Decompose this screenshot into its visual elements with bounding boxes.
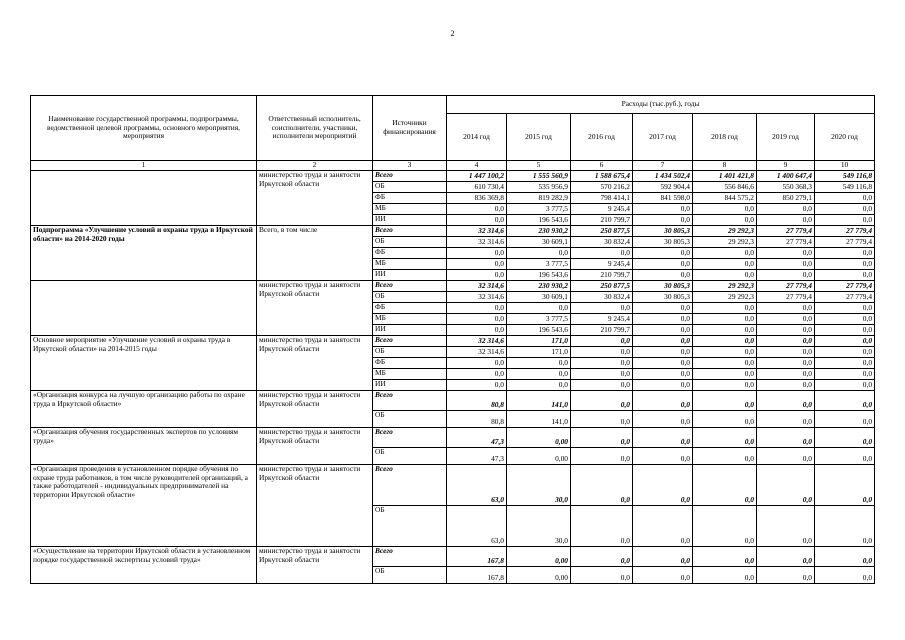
row-value: 0,0 bbox=[757, 428, 815, 448]
row-executor: министерство труда и занятости Иркутской области bbox=[257, 391, 373, 428]
row-value: 0,0 bbox=[757, 547, 815, 567]
row-value: 0,0 bbox=[815, 391, 875, 411]
column-number: 9 bbox=[757, 161, 815, 171]
row-value: 850 279,1 bbox=[757, 193, 815, 204]
row-value: 0,0 bbox=[447, 259, 507, 270]
row-value: 0,0 bbox=[693, 259, 757, 270]
row-value: 0,0 bbox=[447, 358, 507, 369]
row-value: 0,0 bbox=[693, 215, 757, 226]
row-value: 0,0 bbox=[693, 325, 757, 336]
row-value: 0,0 bbox=[571, 248, 633, 259]
row-value: 0,0 bbox=[571, 567, 633, 584]
row-value: 196 543,6 bbox=[507, 325, 571, 336]
row-value: 196 543,6 bbox=[507, 215, 571, 226]
row-name: «Осуществление на территории Иркутской области в установленном порядке государственной экспертизы условий труда» bbox=[31, 547, 257, 584]
row-value: 570 216,2 bbox=[571, 182, 633, 193]
row-value: 30 805,3 bbox=[633, 237, 693, 248]
row-source: Всего bbox=[373, 465, 447, 506]
row-value: 29 292,3 bbox=[693, 226, 757, 237]
row-value: 0,0 bbox=[815, 448, 875, 465]
row-value: 30 805,3 bbox=[633, 292, 693, 303]
row-value: 0,0 bbox=[507, 303, 571, 314]
header-expenses: Расходы (тыс.руб.), годы bbox=[447, 96, 875, 114]
row-value: 30 832,4 bbox=[571, 237, 633, 248]
row-executor: Всего, в том числе bbox=[257, 226, 373, 281]
row-value: 0,0 bbox=[815, 204, 875, 215]
row-value: 0,0 bbox=[815, 428, 875, 448]
row-value: 167,8 bbox=[447, 547, 507, 567]
row-value: 0,0 bbox=[447, 314, 507, 325]
row-value: 27 779,4 bbox=[815, 292, 875, 303]
budget-table bbox=[30, 95, 875, 584]
row-value: 0,0 bbox=[757, 270, 815, 281]
row-value: 0,0 bbox=[815, 547, 875, 567]
row-value: 0,0 bbox=[693, 358, 757, 369]
column-number: 8 bbox=[693, 161, 757, 171]
row-value: 0,0 bbox=[757, 567, 815, 584]
row-value: 0,0 bbox=[507, 248, 571, 259]
row-value: 0,0 bbox=[693, 336, 757, 347]
row-value: 27 779,4 bbox=[815, 226, 875, 237]
row-value: 0,0 bbox=[633, 380, 693, 391]
row-value: 0,0 bbox=[757, 411, 815, 428]
row-value: 80,8 bbox=[447, 411, 507, 428]
row-value: 0,0 bbox=[571, 391, 633, 411]
header-year: 2018 год bbox=[693, 114, 757, 161]
row-value: 32 314,6 bbox=[447, 281, 507, 292]
row-value: 0,0 bbox=[815, 506, 875, 547]
row-value: 171,0 bbox=[507, 336, 571, 347]
row-value: 0,00 bbox=[507, 567, 571, 584]
row-value: 0,0 bbox=[633, 506, 693, 547]
row-value: 0,0 bbox=[757, 314, 815, 325]
column-number: 10 bbox=[815, 161, 875, 171]
header-year: 2017 год bbox=[633, 114, 693, 161]
row-value: 0,0 bbox=[633, 204, 693, 215]
row-value: 0,0 bbox=[571, 380, 633, 391]
row-source: Всего bbox=[373, 226, 447, 237]
row-value: 47,3 bbox=[447, 428, 507, 448]
row-value: 0,0 bbox=[757, 465, 815, 506]
row-value: 0,0 bbox=[815, 259, 875, 270]
row-value: 0,0 bbox=[571, 369, 633, 380]
row-value: 29 292,3 bbox=[693, 281, 757, 292]
row-source: МБ bbox=[373, 314, 447, 325]
row-value: 0,0 bbox=[693, 380, 757, 391]
row-value: 171,0 bbox=[507, 347, 571, 358]
row-value: 141,0 bbox=[507, 391, 571, 411]
row-source: Всего bbox=[373, 281, 447, 292]
row-value: 0,0 bbox=[507, 369, 571, 380]
row-value: 30 609,1 bbox=[507, 237, 571, 248]
row-value: 0,0 bbox=[633, 391, 693, 411]
row-value: 32 314,6 bbox=[447, 292, 507, 303]
row-value: 0,00 bbox=[507, 448, 571, 465]
row-value: 549 116,8 bbox=[815, 182, 875, 193]
row-value: 0,0 bbox=[693, 428, 757, 448]
row-executor: министерство труда и занятости Иркутской области bbox=[257, 281, 373, 336]
row-value: 0,0 bbox=[571, 358, 633, 369]
row-value: 27 779,4 bbox=[757, 292, 815, 303]
row-value: 0,0 bbox=[633, 336, 693, 347]
row-value: 0,0 bbox=[757, 325, 815, 336]
table-row bbox=[31, 171, 875, 182]
row-value: 32 314,6 bbox=[447, 336, 507, 347]
row-value: 0,0 bbox=[447, 248, 507, 259]
header-year: 2020 год bbox=[815, 114, 875, 161]
row-value: 0,0 bbox=[815, 248, 875, 259]
row-value: 0,0 bbox=[757, 259, 815, 270]
row-value: 0,00 bbox=[507, 428, 571, 448]
row-value: 30 805,3 bbox=[633, 281, 693, 292]
column-number: 4 bbox=[447, 161, 507, 171]
row-source: ОБ bbox=[373, 448, 447, 465]
row-value: 30 832,4 bbox=[571, 292, 633, 303]
row-value: 0,0 bbox=[571, 547, 633, 567]
row-value: 0,0 bbox=[757, 215, 815, 226]
table-row bbox=[31, 547, 875, 567]
row-value: 0,0 bbox=[757, 347, 815, 358]
row-value: 0,0 bbox=[447, 369, 507, 380]
row-name bbox=[31, 281, 257, 336]
column-number: 1 bbox=[31, 161, 257, 171]
row-value: 0,0 bbox=[447, 204, 507, 215]
header-name: Наименование государственной программы, подпрограммы, ведомственной целевой программы, основного мероприятия, мероприятия bbox=[31, 96, 257, 161]
row-value: 0,0 bbox=[693, 347, 757, 358]
row-value: 0,0 bbox=[757, 380, 815, 391]
row-value: 30,0 bbox=[507, 506, 571, 547]
row-value: 3 777,5 bbox=[507, 259, 571, 270]
row-value: 250 877,5 bbox=[571, 226, 633, 237]
row-value: 0,0 bbox=[507, 380, 571, 391]
table-body bbox=[31, 171, 875, 584]
row-value: 1 447 100,2 bbox=[447, 171, 507, 182]
row-value: 3 777,5 bbox=[507, 204, 571, 215]
row-value: 80,8 bbox=[447, 391, 507, 411]
row-value: 0,0 bbox=[815, 347, 875, 358]
row-value: 30,0 bbox=[507, 465, 571, 506]
row-source: ОБ bbox=[373, 292, 447, 303]
row-value: 0,0 bbox=[815, 380, 875, 391]
row-source: ОБ bbox=[373, 347, 447, 358]
row-value: 0,0 bbox=[693, 448, 757, 465]
table-row bbox=[31, 391, 875, 411]
row-source: МБ bbox=[373, 204, 447, 215]
row-source: ИИ bbox=[373, 215, 447, 226]
row-value: 844 575,2 bbox=[693, 193, 757, 204]
row-value: 210 799,7 bbox=[571, 270, 633, 281]
row-value: 0,0 bbox=[815, 358, 875, 369]
row-value: 0,0 bbox=[633, 270, 693, 281]
header-year: 2016 год bbox=[571, 114, 633, 161]
row-source: ОБ bbox=[373, 567, 447, 584]
row-value: 0,0 bbox=[757, 248, 815, 259]
row-value: 0,0 bbox=[633, 248, 693, 259]
row-value: 0,0 bbox=[693, 204, 757, 215]
row-value: 0,0 bbox=[815, 193, 875, 204]
row-value: 9 245,4 bbox=[571, 259, 633, 270]
column-number: 5 bbox=[507, 161, 571, 171]
row-source: ИИ bbox=[373, 270, 447, 281]
row-name bbox=[31, 171, 257, 226]
row-value: 29 292,3 bbox=[693, 292, 757, 303]
row-value: 0,0 bbox=[815, 314, 875, 325]
row-value: 549 116,8 bbox=[815, 171, 875, 182]
row-value: 0,0 bbox=[815, 465, 875, 506]
table-row bbox=[31, 226, 875, 237]
row-value: 0,0 bbox=[571, 428, 633, 448]
row-value: 27 779,4 bbox=[757, 226, 815, 237]
row-source: ИИ bbox=[373, 380, 447, 391]
row-value: 0,0 bbox=[815, 411, 875, 428]
row-value: 0,0 bbox=[757, 448, 815, 465]
row-value: 0,0 bbox=[693, 567, 757, 584]
row-value: 0,0 bbox=[633, 358, 693, 369]
row-value: 0,0 bbox=[447, 270, 507, 281]
row-value: 0,0 bbox=[757, 204, 815, 215]
column-number: 2 bbox=[257, 161, 373, 171]
row-value: 1 588 675,4 bbox=[571, 171, 633, 182]
row-value: 47,3 bbox=[447, 448, 507, 465]
row-name: «Организация конкурса на лучшую организацию работы по охране труда в Иркутской области» bbox=[31, 391, 257, 428]
header-year: 2014 год bbox=[447, 114, 507, 161]
row-executor: министерство труда и занятости Иркутской области bbox=[257, 336, 373, 391]
row-value: 0,0 bbox=[757, 369, 815, 380]
row-value: 32 314,6 bbox=[447, 226, 507, 237]
row-value: 0,0 bbox=[815, 270, 875, 281]
row-value: 819 282,9 bbox=[507, 193, 571, 204]
row-value: 196 543,6 bbox=[507, 270, 571, 281]
row-name: Основное мероприятие «Улучшение условий и охраны труда в Иркутской области» на 2014-2015 годы bbox=[31, 336, 257, 391]
row-value: 0,0 bbox=[693, 248, 757, 259]
row-value: 798 414,1 bbox=[571, 193, 633, 204]
row-value: 3 777,5 bbox=[507, 314, 571, 325]
row-value: 0,0 bbox=[447, 325, 507, 336]
row-value: 550 368,3 bbox=[757, 182, 815, 193]
row-value: 9 245,4 bbox=[571, 314, 633, 325]
row-value: 0,0 bbox=[757, 506, 815, 547]
row-name: «Организация проведения в установленном порядке обучения по охране труда работников, в том числе руководителей организаций, а также работодателей - индивидуальных предпринимателей на территории Иркутской области» bbox=[31, 465, 257, 547]
row-source: Всего bbox=[373, 428, 447, 448]
row-executor: министерство труда и занятости Иркутской области bbox=[257, 547, 373, 584]
row-value: 0,0 bbox=[447, 380, 507, 391]
row-executor: министерство труда и занятости Иркутской области bbox=[257, 171, 373, 226]
row-source: Всего bbox=[373, 391, 447, 411]
row-source: Всего bbox=[373, 336, 447, 347]
row-value: 230 930,2 bbox=[507, 226, 571, 237]
column-number: 7 bbox=[633, 161, 693, 171]
row-value: 0,0 bbox=[633, 428, 693, 448]
row-value: 0,0 bbox=[815, 336, 875, 347]
row-value: 0,0 bbox=[633, 215, 693, 226]
row-value: 0,0 bbox=[571, 506, 633, 547]
table-row bbox=[31, 465, 875, 506]
row-value: 0,0 bbox=[571, 336, 633, 347]
row-source: Всего bbox=[373, 171, 447, 182]
row-name: «Организация обучения государственных экспертов по условиям труда» bbox=[31, 428, 257, 465]
row-source: Всего bbox=[373, 547, 447, 567]
row-value: 592 904,4 bbox=[633, 182, 693, 193]
row-source: ИИ bbox=[373, 325, 447, 336]
row-value: 0,0 bbox=[693, 303, 757, 314]
row-source: ОБ bbox=[373, 182, 447, 193]
row-executor: министерство труда и занятости Иркутской области bbox=[257, 465, 373, 547]
row-value: 0,0 bbox=[571, 448, 633, 465]
row-value: 0,00 bbox=[507, 547, 571, 567]
row-value: 0,0 bbox=[633, 259, 693, 270]
row-value: 0,0 bbox=[815, 325, 875, 336]
row-source: МБ bbox=[373, 259, 447, 270]
row-value: 610 730,4 bbox=[447, 182, 507, 193]
row-value: 0,0 bbox=[447, 215, 507, 226]
row-value: 0,0 bbox=[693, 391, 757, 411]
row-source: ФБ bbox=[373, 358, 447, 369]
row-value: 0,0 bbox=[815, 303, 875, 314]
row-source: ФБ bbox=[373, 193, 447, 204]
row-value: 27 779,4 bbox=[815, 237, 875, 248]
row-value: 0,0 bbox=[507, 358, 571, 369]
row-value: 0,0 bbox=[633, 303, 693, 314]
row-value: 0,0 bbox=[815, 567, 875, 584]
row-value: 0,0 bbox=[693, 314, 757, 325]
row-name: Подпрограмма «Улучшение условий и охраны труда в Иркутской области» на 2014-2020 годы bbox=[31, 226, 257, 281]
row-value: 0,0 bbox=[815, 215, 875, 226]
row-value: 0,0 bbox=[633, 448, 693, 465]
row-value: 27 779,4 bbox=[757, 237, 815, 248]
row-value: 0,0 bbox=[757, 391, 815, 411]
row-value: 1 400 647,4 bbox=[757, 171, 815, 182]
row-source: ОБ bbox=[373, 411, 447, 428]
row-value: 0,0 bbox=[757, 358, 815, 369]
row-value: 0,0 bbox=[693, 506, 757, 547]
page-number: 2 bbox=[450, 29, 455, 38]
row-value: 0,0 bbox=[571, 465, 633, 506]
row-value: 210 799,7 bbox=[571, 215, 633, 226]
row-value: 0,0 bbox=[757, 303, 815, 314]
header-year: 2019 год bbox=[757, 114, 815, 161]
row-value: 1 401 421,8 bbox=[693, 171, 757, 182]
row-value: 30 805,3 bbox=[633, 226, 693, 237]
row-value: 27 779,4 bbox=[757, 281, 815, 292]
row-value: 0,0 bbox=[633, 347, 693, 358]
row-value: 836 369,8 bbox=[447, 193, 507, 204]
column-number: 3 bbox=[373, 161, 447, 171]
row-source: ОБ bbox=[373, 506, 447, 547]
row-value: 0,0 bbox=[633, 314, 693, 325]
row-value: 0,0 bbox=[633, 547, 693, 567]
row-value: 1 434 502,4 bbox=[633, 171, 693, 182]
row-value: 230 930,2 bbox=[507, 281, 571, 292]
row-value: 250 877,5 bbox=[571, 281, 633, 292]
row-value: 0,0 bbox=[633, 411, 693, 428]
row-source: ФБ bbox=[373, 248, 447, 259]
row-value: 0,0 bbox=[815, 369, 875, 380]
row-value: 0,0 bbox=[693, 465, 757, 506]
row-value: 141,0 bbox=[507, 411, 571, 428]
row-value: 9 245,4 bbox=[571, 204, 633, 215]
row-value: 27 779,4 bbox=[815, 281, 875, 292]
row-value: 32 314,6 bbox=[447, 347, 507, 358]
table-row bbox=[31, 336, 875, 347]
row-value: 0,0 bbox=[571, 347, 633, 358]
row-value: 0,0 bbox=[633, 325, 693, 336]
row-source: ОБ bbox=[373, 237, 447, 248]
row-value: 1 555 560,9 bbox=[507, 171, 571, 182]
row-value: 30 609,1 bbox=[507, 292, 571, 303]
row-value: 210 799,7 bbox=[571, 325, 633, 336]
column-number: 6 bbox=[571, 161, 633, 171]
row-value: 0,0 bbox=[693, 547, 757, 567]
row-source: ФБ bbox=[373, 303, 447, 314]
row-value: 841 598,0 bbox=[633, 193, 693, 204]
header-year: 2015 год bbox=[507, 114, 571, 161]
row-value: 0,0 bbox=[571, 303, 633, 314]
row-value: 0,0 bbox=[447, 303, 507, 314]
row-value: 0,0 bbox=[757, 336, 815, 347]
header-executor: Ответственный исполнитель, соисполнители, участники, исполнители мероприятий bbox=[257, 96, 373, 161]
row-value: 167,8 bbox=[447, 567, 507, 584]
row-value: 0,0 bbox=[633, 465, 693, 506]
row-value: 0,0 bbox=[633, 567, 693, 584]
row-value: 0,0 bbox=[633, 369, 693, 380]
row-value: 29 292,3 bbox=[693, 237, 757, 248]
table-row bbox=[31, 428, 875, 448]
row-value: 556 846,6 bbox=[693, 182, 757, 193]
row-value: 0,0 bbox=[693, 270, 757, 281]
row-value: 0,0 bbox=[693, 411, 757, 428]
row-value: 535 956,9 bbox=[507, 182, 571, 193]
header-source: Источники финансирования bbox=[373, 96, 447, 161]
row-source: МБ bbox=[373, 369, 447, 380]
row-executor: министерство труда и занятости Иркутской области bbox=[257, 428, 373, 465]
row-value: 63,0 bbox=[447, 506, 507, 547]
row-value: 63,0 bbox=[447, 465, 507, 506]
table-row bbox=[31, 281, 875, 292]
row-value: 0,0 bbox=[693, 369, 757, 380]
row-value: 32 314,6 bbox=[447, 237, 507, 248]
row-value: 0,0 bbox=[571, 411, 633, 428]
